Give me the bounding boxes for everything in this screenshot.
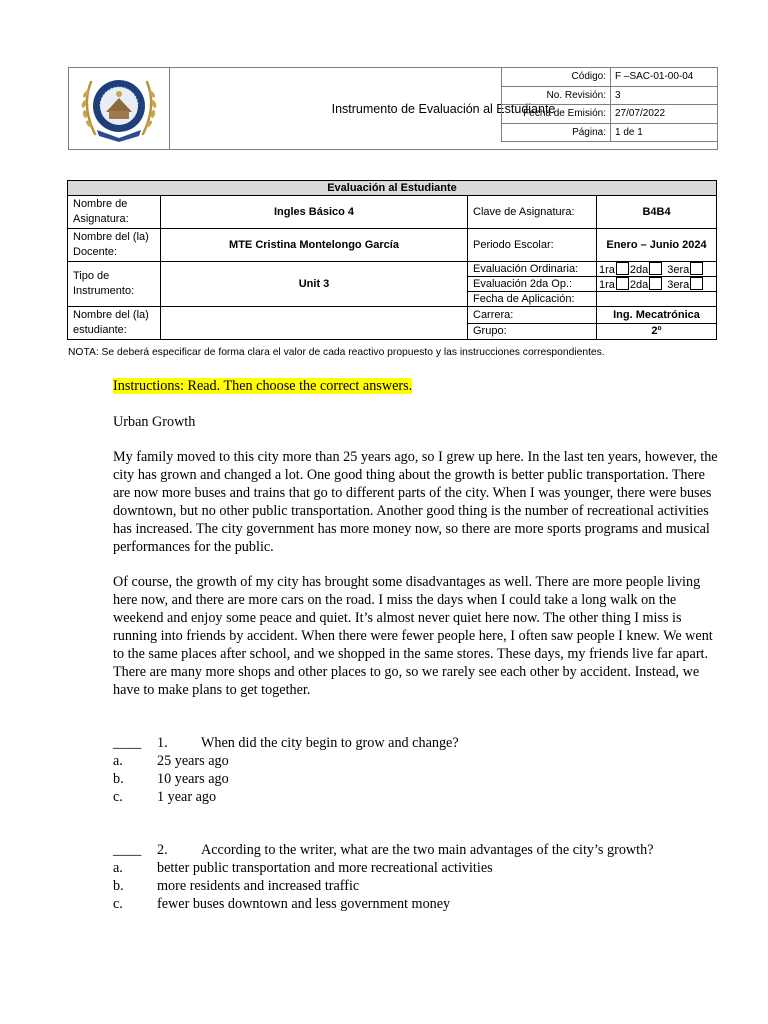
second-evaluation-label: Evaluación 2da Op.: [468,277,597,292]
university-seal-icon [69,68,169,144]
question-2 [113,841,733,913]
second-evaluation-options [597,277,717,292]
answer-option [113,752,733,770]
question-row [113,841,733,859]
option-label: 3era [667,279,690,291]
instructions [113,377,723,395]
instructions-text: Instructions: Read. Then choose the correct answers. [113,378,413,394]
answer-blank[interactable]: ____ [113,842,142,858]
group-value: 2º [597,323,717,340]
meta-label: No. Revisión: [502,86,611,105]
question-number: 1. [157,735,168,751]
second-first-checkbox[interactable] [616,277,629,290]
option-label: 2da [629,279,649,291]
option-letter: c. [113,896,123,912]
subject-key-value: B4B4 [597,196,717,229]
evaluation-table [67,180,717,340]
logo-cell [69,68,170,150]
second-third-checkbox[interactable] [690,277,703,290]
teacher-value: MTE Cristina Montelongo García [161,229,468,262]
application-date-label: Fecha de Aplicación: [468,292,597,307]
student-name-field[interactable] [161,307,468,340]
meta-label: Fecha de Emisión: [502,105,611,124]
question-number: 2. [157,842,168,858]
subject-value: Ingles Básico 4 [161,196,468,229]
reading-paragraph: Of course, the growth of my city has brought some disadvantages as well. There are more people living here now, and there are more cars on the road. I miss the days when I could take a long walk on the weekend and enjoy some peace and quiet. It’s almost never quiet here now. The other thing I miss is running into friends by accident. When there were fewer people here, I often saw people I knew. We went to the same places after school, and we shopped in the same stores. These days, my friends live far apart. There are many more shops and other places to go, so we rarely see each other by accident. Instead, we have to make plans to get together. [113,574,713,698]
evaluation-heading-row [68,181,717,196]
answer-option [113,788,733,806]
meta-row-code [502,68,718,87]
option-text: 10 years ago [157,771,229,787]
option-label: 3era [667,264,690,276]
option-letter: a. [113,753,123,769]
group-label: Grupo: [468,323,597,340]
answer-option [113,770,733,788]
option-text: fewer buses downtown and less government money [157,896,451,912]
second-second-checkbox[interactable] [649,277,662,290]
option-label: 2da [629,264,649,276]
answer-option [113,877,733,895]
document-header [68,67,718,145]
ordinary-first-checkbox[interactable] [616,262,629,275]
ordinary-third-checkbox[interactable] [690,262,703,275]
answer-blank[interactable]: ____ [113,735,142,751]
teacher-label: Nombre del (la) Docente: [68,229,161,262]
instrument-value: Unit 3 [161,262,468,307]
option-letter: c. [113,789,123,805]
meta-label: Página: [502,123,611,142]
meta-value: 27/07/2022 [611,105,718,124]
option-text: better public transportation and more recreational activities [157,860,493,876]
meta-value: 3 [611,86,718,105]
document-metadata-table [501,67,718,142]
ordinary-second-checkbox[interactable] [649,262,662,275]
subject-row [68,196,717,229]
meta-row-revision [502,86,718,105]
question-text: When did the city begin to grow and change? [201,735,459,751]
option-text: 25 years ago [157,753,229,769]
question-row [113,734,733,752]
option-letter: b. [113,878,124,894]
student-label: Nombre del (la) estudiante: [68,307,161,340]
reading-title: Urban Growth [113,414,196,430]
subject-key-label: Clave de Asignatura: [468,196,597,229]
option-letter: b. [113,771,124,787]
instrument-label: Tipo de Instrumento: [68,262,161,307]
application-date-field[interactable] [597,292,717,307]
teacher-row [68,229,717,262]
ordinary-evaluation-options [597,262,717,277]
note-text: NOTA: Se deberá especificar de forma clara el valor de cada reactivo propuesto y las instrucciones correspondientes. [68,347,605,358]
meta-value: 1 de 1 [611,123,718,142]
reading-paragraph: My family moved to this city more than 25 years ago, so I grew up here. In the last ten years, however, the city has grown and changed a lot. One good thing about the growth is better public transportation. There are now more buses and trains that go to different parts of the city. When I was younger, there were buses downtown, but no other public transportation. Another good thing is the number of recreational activities has increased. The city government has more money now, so there are more sports programs and musical performances for the public. [113,449,718,555]
answer-option [113,859,733,877]
period-value: Enero – Junio 2024 [597,229,717,262]
option-text: more residents and increased traffic [157,878,360,894]
career-label: Carrera: [468,307,597,324]
option-letter: a. [113,860,123,876]
instrument-row [68,262,717,277]
answer-option [113,895,733,913]
option-label: 1ra [599,264,615,276]
question-1 [113,734,733,806]
student-row [68,307,717,324]
option-text: 1 year ago [157,789,217,805]
ordinary-evaluation-label: Evaluación Ordinaria: [468,262,597,277]
evaluation-heading: Evaluación al Estudiante [68,181,717,196]
header-title: Instrumento de Evaluación al Estudiante [170,68,718,150]
option-label: 1ra [599,279,615,291]
period-label: Periodo Escolar: [468,229,597,262]
meta-value: F –SAC-01-00-04 [611,68,718,87]
question-text: According to the writer, what are the two main advantages of the city’s growth? [201,842,654,858]
meta-row-page [502,123,718,142]
subject-label: Nombre de Asignatura: [68,196,161,229]
meta-row-issue-date [502,105,718,124]
career-value: Ing. Mecatrónica [597,307,717,324]
meta-label: Código: [502,68,611,87]
